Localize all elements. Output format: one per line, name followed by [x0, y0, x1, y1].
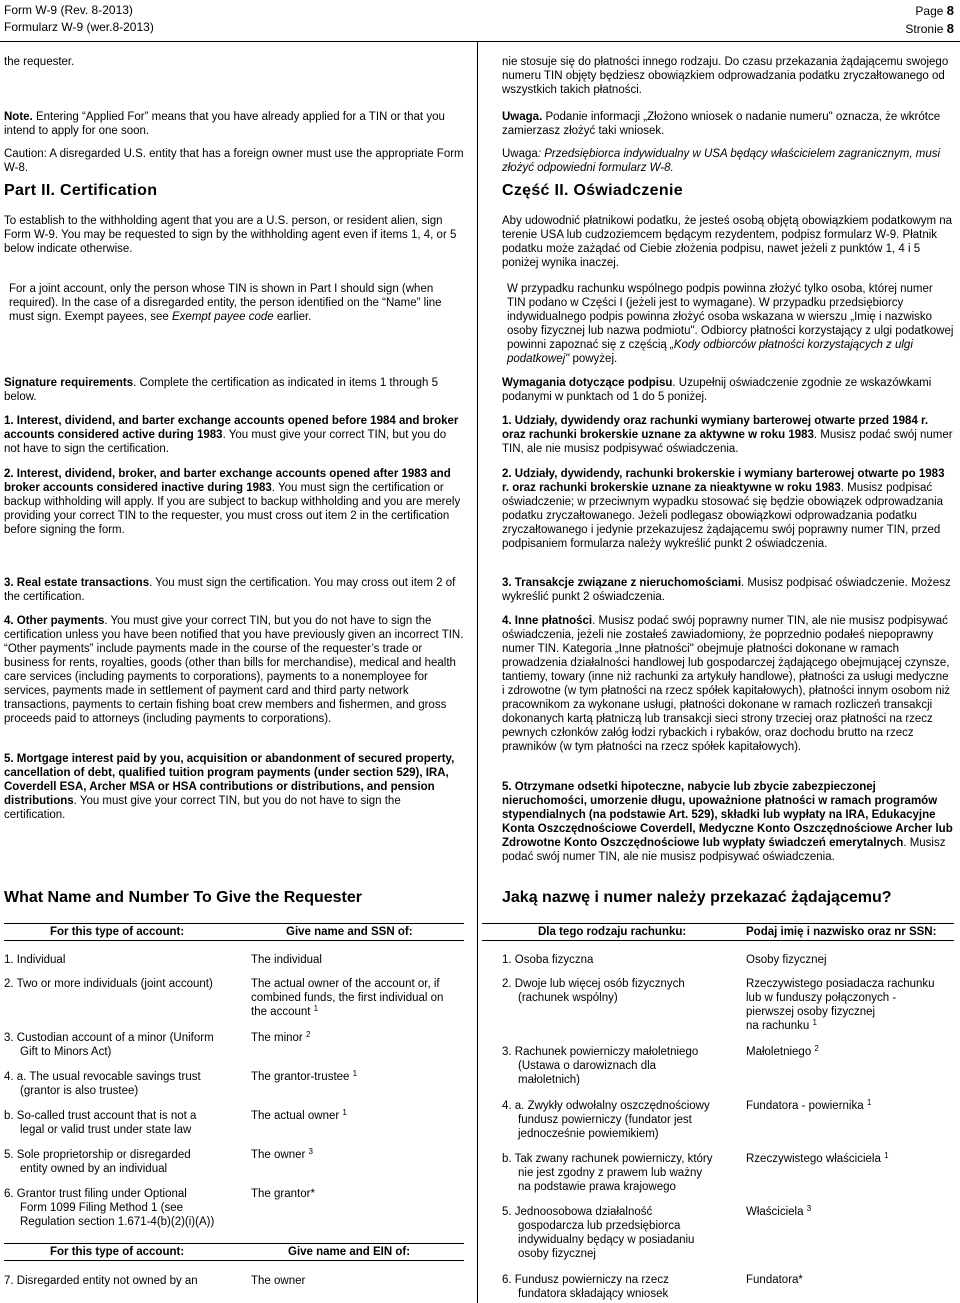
- en-item-2: 2. Interest, dividend, broker, and barter exchange accounts opened after 1983 and broker accounts considered inactive during 1983. You must sign the certification or backup withholding will apply. If you are subject to backup withholding and you are merely providing your correct TIN to the requester, you must cross out item 2 in the certification before signing the form.: [4, 468, 461, 536]
- en-note: Note. Entering “Applied For” means that you have already applied for a TIN or that you intend to apply for one soon.: [4, 111, 445, 137]
- pl-item-5: 5. Otrzymane odsetki hipoteczne, nabycie lub zbycie zabezpieczonej nieruchomości, umorzenie długu, upoważnione płatności w ramach programów stypendialnych (na podstawie Art. 529), składki lub wypłaty na IRA, Edukacyjne Konta Oszczędnościowe Coverdell, Medyczne Konto Oszczędnościowe Archer lub Zdrowotne Konto Oszczędnościowe lub wypłaty świadczeń emerytalnych. Musisz podać swój numer TIN, ale nie musisz podpisywać oświadczenia.: [502, 781, 953, 863]
- en-caution: Caution: A disregarded U.S. entity that has a foreign owner must use the appropriate Form W-8.: [4, 148, 464, 174]
- form-header-left: [4, 2, 154, 36]
- en-certification-text: To establish to the withholding agent that you are a U.S. person, or resident alien, sign Form W-9. You may be requested to sign by the withholding agent even if items 1, 4, or 5 below indicate otherwise.: [4, 215, 457, 255]
- pl-what-name-title: Jaką nazwę i numer należy przekazać żądającemu?: [502, 889, 892, 906]
- column-divider: [477, 41, 478, 1303]
- en-item-4: 4. Other payments. You must give your correct TIN, but you do not have to sign the certification unless you have been notified that you have previously given an incorrect TIN. “Other payments” include payments made in the course of the requester’s trade or business for rents, royalties, goods (other than bills for merchandise), medical and health care services (including payments to corporations), payments to a nonemployee for services, payments made in settlement of payment card and third party network transactions, payments to certain fishing boat crew members and fishermen, and gross proceeds paid to attorneys (including payments to corporations).: [4, 615, 464, 725]
- pl-item-2: 2. Udziały, dywidendy, rachunki brokerskie i wymiany barterowej otwarte po 1983 r. oraz rachunki brokerskie uznane za nieaktywne w roku 1983. Musisz podpisać oświadczenie; w przeciwnym wypadku stosować się będzie obowiązek odprowadzania podatku zryczałtowanego. Jeżeli podlegasz obowiązkowi odprowadzania podatku zryczałtowanego i jedynie przekazujesz żądającemu swój poprawny numer TIN, przed podpisaniem formularza należy wykreślić punkt 2 oświadczenia.: [502, 468, 945, 550]
- pl-table-col-give: Podaj imię i nazwisko oraz nr SSN:: [746, 926, 937, 938]
- pl-row6-give: Fundatora*: [746, 1274, 803, 1286]
- form-title-pl: Formularz W-9 (wer.8-2013): [4, 20, 154, 34]
- pl-item-1: 1. Udziały, dywidendy oraz rachunki wymiany barterowej otwarte przed 1984 r. oraz rachunki brokerskie uznane za aktywne w roku 1983. Musisz podać swój numer TIN, ale nie musisz podpisywać oświadczenia.: [502, 415, 953, 455]
- en-row6-give: The grantor*: [251, 1188, 315, 1200]
- en-table2-header: [4, 1243, 464, 1261]
- en-row6-account: 6. Grantor trust filing under Optional Form 1099 Filing Method 1 (see Regulation section 1.671-4(b)(2)(i)(A)): [4, 1188, 215, 1228]
- en-joint-account-text: For a joint account, only the person whose TIN is shown in Part I should sign (when required). In the case of a disregarded entity, the person identified on the “Name” line must sign. Exempt payees, see Exempt payee code earlier.: [9, 283, 442, 323]
- pl-row4a-give: Fundatora - powiernika $^1$: [746, 1098, 872, 1112]
- en-row4b-account: b. So-called trust account that is not a legal or valid trust under state law: [4, 1110, 197, 1136]
- en-table1-header: [4, 923, 464, 941]
- pl-row1-account: 1. Osoba fizyczna: [502, 954, 594, 966]
- en-row3-account: 3. Custodian account of a minor (Uniform Gift to Minors Act): [4, 1032, 214, 1058]
- en-item-3: 3. Real estate transactions. You must sign the certification. You may cross out item 2 of the certification.: [4, 577, 456, 603]
- pl-row2-give: Rzeczywistego posiadacza rachunku lub w funduszy połączonych - pierwszej osoby fizycznej na rachunku $^1$: [746, 978, 935, 1032]
- en-row3-give: The minor $^2$: [251, 1030, 311, 1044]
- pl-row2-account: 2. Dwoje lub więcej osób fizycznych (rachunek wspólny): [502, 978, 685, 1004]
- pl-table-col-account: Dla tego rodzaju rachunku:: [538, 926, 687, 938]
- en-row1-give: The individual: [251, 954, 322, 966]
- en-table2-col-give: Give name and EIN of:: [288, 1246, 411, 1258]
- en-what-name-title: What Name and Number To Give the Requester: [4, 889, 362, 906]
- pl-signature-requirements: Wymagania dotyczące podpisu. Uzupełnij oświadczenie zgodnie ze wskazówkami podanymi w punktach od 1 do 5 poniżej.: [502, 377, 932, 403]
- en-table2-col-account: For this type of account:: [50, 1246, 185, 1258]
- en-row4b-give: The actual owner $^1$: [251, 1108, 347, 1122]
- pl-joint-account-text: W przypadku rachunku wspólnego podpis powinna złożyć tylko osoba, której numer TIN podano w Części I (jeżeli jest to wymagane). W przypadku przedsiębiorcy indywidualnego podpis powinna złożyć osoba wskazana w wierszu „Imię i nazwisko osoby fizycznej lub nazwa podmiotu". Odbiorcy płatności korzystający z ulgi podatkowej powinni zapoznać się z częścią „Kody odbiorców płatności korzystających z ulgi podatkowej" powyżej.: [507, 283, 954, 365]
- en-row5-give: The owner $^3$: [251, 1147, 313, 1161]
- pl-row3-account: 3. Rachunek powierniczy małoletniego (Ustawa o darowiznach dla małoletnich): [502, 1046, 699, 1086]
- en-item-5: 5. Mortgage interest paid by you, acquisition or abandonment of secured property, cancellation of debt, qualified tuition program payments (under section 529), IRA, Coverdell ESA, Archer MSA or HSA contributions or distributions, and pension distributions. You must give your correct TIN, but you do not have to sign the certification.: [4, 753, 455, 821]
- form-header-right: [905, 2, 954, 38]
- en-requester-tail: the requester.: [4, 56, 75, 68]
- pl-row6-account: 6. Fundusz powierniczy na rzecz fundatora składający wniosek: [502, 1274, 669, 1300]
- pl-row5-give: Właściciela $^3$: [746, 1204, 812, 1218]
- pl-table-header: [482, 923, 954, 941]
- pl-uwaga-2: Uwaga: Przedsiębiorca indywidualny w USA będący właścicielem zagranicznym, musi złożyć odpowiedni formularz W-8.: [502, 148, 941, 174]
- en-table1-col-account: For this type of account:: [50, 926, 185, 938]
- pl-row4b-account: b. Tak zwany rachunek powierniczy, który nie jest zgodny z prawem lub ważny na podstawie prawa krajowego: [502, 1153, 713, 1193]
- pl-item-3: 3. Transakcje związane z nieruchomościami. Musisz podpisać oświadczenie. Możesz wykreślić punkt 2 oświadczenia.: [502, 577, 951, 603]
- en-table1-col-give: Give name and SSN of:: [286, 926, 413, 938]
- en-row5-account: 5. Sole proprietorship or disregarded entity owned by an individual: [4, 1149, 191, 1175]
- en-row2-give: The actual owner of the account or, if combined funds, the first individual on the account $^1$: [251, 978, 444, 1018]
- pl-row5-account: 5. Jednoosobowa działalność gospodarcza lub przedsiębiorca indywidualny będący w posiadaniu osoby fizycznej: [502, 1206, 695, 1260]
- pl-row3-give: Małoletniego $^2$: [746, 1044, 819, 1058]
- pl-certification-text: Aby udowodnić płatnikowi podatku, że jesteś osobą objętą obowiązkiem podatkowym na terenie USA lub cudzoziemcem będącym rezydentem, podpisz formularz W-9. Płatnik podatku może zażądać od Ciebie złożenia podpisu, nawet jeżeli z punktów 1, 4 i 5 poniżej wynika inaczej.: [502, 215, 953, 269]
- en-row1-account: 1. Individual: [4, 954, 66, 966]
- en-item-1: 1. Interest, dividend, and barter exchange accounts opened before 1984 and broker accounts considered active during 1983. You must give your correct TIN, but you do not have to sign the certification.: [4, 415, 459, 455]
- en-row7-account: 7. Disregarded entity not owned by an: [4, 1275, 198, 1287]
- en-row4a-account: 4. a. The usual revocable savings trust (grantor is also trustee): [4, 1071, 201, 1097]
- pl-top-paragraph: nie stosuje się do płatności innego rodzaju. Do czasu przekazania żądającemu swojego numeru TIN objęty będziesz obowiązkiem odprowadzania podatku zryczałtowanego od wszystkich takich płatności.: [502, 56, 949, 96]
- pl-row4a-account: 4. a. Zwykły odwołalny oszczędnościowy fundusz powierniczy (fundator jest jednocześnie powiemikiem): [502, 1100, 710, 1140]
- page-number-en: Page 8: [915, 3, 954, 18]
- header-divider: [0, 41, 960, 42]
- en-row4a-give: The grantor-trustee $^1$: [251, 1069, 358, 1083]
- en-row2-account: 2. Two or more individuals (joint account): [4, 978, 213, 990]
- en-part2-title: Part II. Certification: [4, 182, 158, 199]
- pl-item-4: 4. Inne płatności. Musisz podać swój poprawny numer TIN, ale nie musisz podpisywać oświadczenia, jeżeli nie zostałeś zawiadomiony, że poprzednio podałeś niepoprawny numer TIN. Kategoria „Inne płatności" obejmuje płatności dokonane w ramach prowadzenia działalności handlowej lub gospodarczej żądającego obejmującej czynsze, tantiemy, towary (inne niż rachunki za artykuły handlowe), płatności za usługi medyczne i zdrowotne (w tym płatności na rzecz spółek kapitałowych), płatności innym osobom niż pracownikom za wykonane usługi, płatności dokonane w ramach rozliczeń transakcji dokonanych kartą płatniczą lub transakcji sieci strony trzeciej oraz płatności na rzecz pewnych członków załóg łodzi rybackich i rybaków, oraz dochodu brutto na rzecz prawników (w tym płatności na rzecz spółek kapitałowych).: [502, 615, 951, 753]
- pl-part2-title: Część II. Oświadczenie: [502, 182, 683, 199]
- en-signature-requirements: Signature requirements. Complete the certification as indicated in items 1 through 5 below.: [4, 377, 439, 403]
- pl-row4b-give: Rzeczywistego właściciela $^1$: [746, 1151, 889, 1165]
- form-title-en: Form W-9 (Rev. 8-2013): [4, 3, 133, 17]
- page-number-pl: Stronie 8: [905, 21, 954, 36]
- pl-row1-give: Osoby fizycznej: [746, 954, 827, 966]
- en-row7-give: The owner: [251, 1275, 306, 1287]
- pl-uwaga-1: Uwaga. Podanie informacji „Złożono wniosek o nadanie numeru" oznacza, że wkrótce zamierzasz złożyć taki wniosek.: [502, 111, 941, 137]
